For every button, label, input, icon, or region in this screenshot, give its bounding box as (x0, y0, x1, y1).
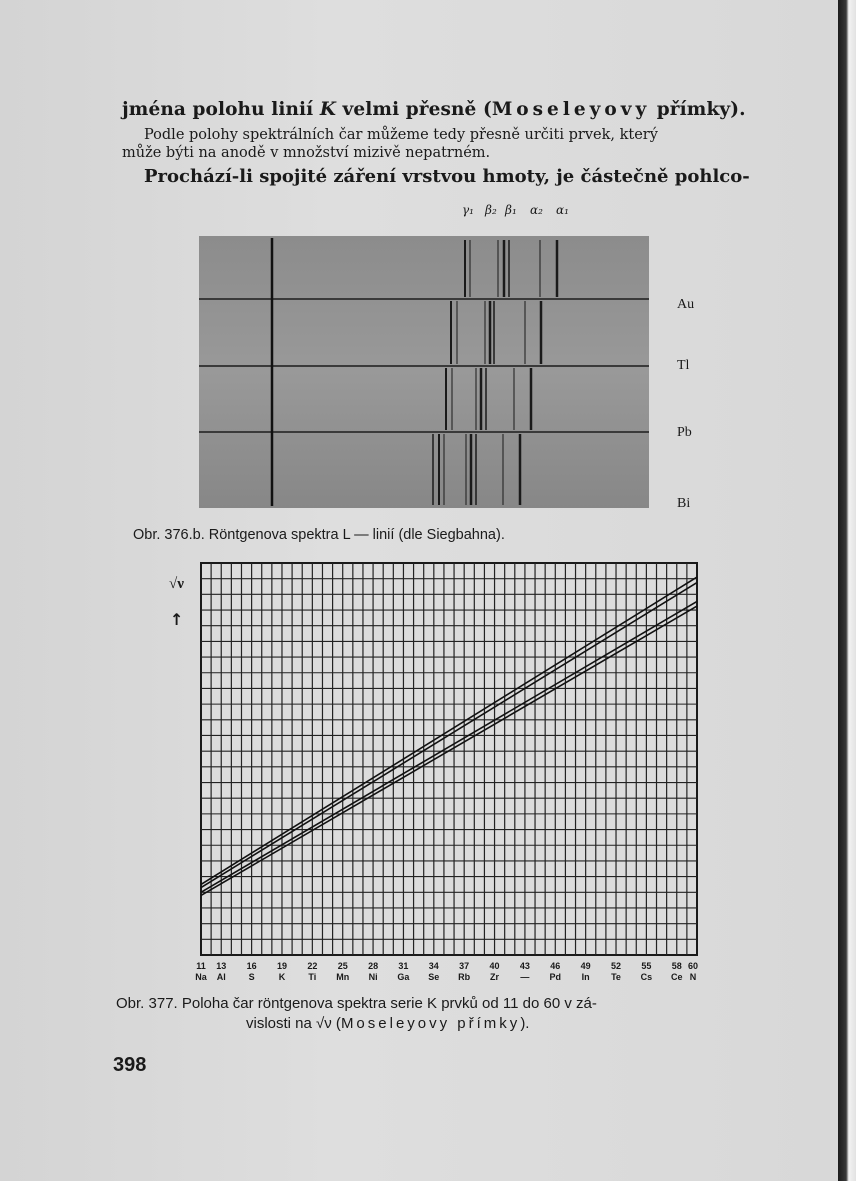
x-tick-element-symbol: Mn (336, 972, 350, 982)
x-tick-element-symbol: Cs (640, 972, 653, 982)
text-line-1-b: velmi přesně ( (336, 99, 492, 120)
x-tick-element-symbol: K (278, 972, 286, 982)
text-line-2: Podle polohy spektrálních čar můžeme tedy přesně určiti prvek, který (144, 127, 658, 143)
caption-377-line-1: Obr. 377. Poloha čar röntgenova spektra serie K prvků od 11 do 60 v zá- (116, 995, 597, 1012)
label-alpha2: α₂ (530, 203, 543, 217)
x-tick-number: 25 (337, 961, 348, 971)
x-tick-element-symbol: Ni (368, 972, 378, 982)
text-line-1-c: přímky). (650, 99, 746, 120)
y-axis-arrow: ↑ (170, 610, 184, 629)
caption-377-line-2 (246, 1015, 529, 1032)
x-tick-number: 31 (398, 961, 409, 971)
x-tick-element-symbol: — (520, 972, 530, 982)
x-tick-number: 49 (580, 961, 591, 971)
label-alpha1: α₁ (556, 203, 569, 217)
text-line-3: může býti na anodě v množství mizivě nepatrném. (122, 145, 491, 161)
element-label-pb: Pb (677, 425, 692, 440)
x-tick-number: 55 (641, 961, 652, 971)
text-line-4: Prochází-li spojité záření vrstvou hmoty, je částečně pohlco- (144, 166, 750, 187)
x-tick-element-symbol: Se (428, 972, 440, 982)
caption-377-text: vislosti na (246, 1015, 317, 1032)
caption-377-spaced: Moseleyovy přímky (340, 1015, 521, 1032)
x-tick-element-symbol: Ce (670, 972, 683, 982)
x-tick-number: 60 (687, 961, 699, 971)
x-tick-number: 13 (216, 961, 227, 971)
y-axis-label: √ν (169, 576, 184, 592)
x-tick-number: 43 (519, 961, 530, 971)
page-number: 398 (113, 1054, 147, 1076)
x-tick-element-symbol: Al (216, 972, 226, 982)
caption-377-paren: ( (331, 1015, 341, 1032)
label-gamma1: γ₁ (462, 203, 474, 217)
text-line-1-spaced: Moseleyovy (491, 99, 651, 120)
x-tick-element-symbol: N (689, 972, 697, 982)
x-tick-number: 34 (428, 961, 439, 971)
element-label-tl: Tl (677, 358, 690, 373)
x-tick-element-symbol: Te (611, 972, 621, 982)
label-beta2: β₂ (485, 203, 497, 217)
x-tick-number: 37 (459, 961, 470, 971)
text-line-1-a: jména polohu linií (122, 99, 320, 120)
x-tick-number: 11 (196, 961, 206, 971)
x-tick-element-symbol: Ga (397, 972, 410, 982)
text-line-1-k: K (319, 99, 336, 120)
element-label-au: Au (677, 297, 695, 312)
x-tick-element-symbol: Zr (490, 972, 500, 982)
x-tick-element-symbol: Rb (458, 972, 471, 982)
caption-377-end: ). (520, 1015, 530, 1032)
x-tick-number: 40 (489, 961, 500, 971)
x-tick-number: 52 (611, 961, 622, 971)
x-tick-number: 19 (276, 961, 287, 971)
x-tick-number: 58 (671, 961, 682, 971)
x-tick-number: 46 (550, 961, 561, 971)
chart-frame (201, 563, 697, 955)
element-label-bi: Bi (677, 496, 691, 511)
x-tick-number: 16 (246, 961, 257, 971)
x-tick-element-symbol: Na (195, 972, 207, 982)
label-beta1: β₁ (505, 203, 517, 217)
x-tick-element-symbol: S (248, 972, 255, 982)
caption-377-sqrt-nu: √ν (316, 1015, 332, 1032)
x-tick-element-symbol: Ti (308, 972, 317, 982)
x-tick-element-symbol: In (581, 972, 590, 982)
caption-376: Obr. 376.b. Röntgenova spektra L — linií (dle Siegbahna). (133, 527, 505, 543)
x-tick-number: 22 (307, 961, 318, 971)
x-tick-element-symbol: Pd (549, 972, 562, 982)
x-tick-number: 28 (368, 961, 379, 971)
